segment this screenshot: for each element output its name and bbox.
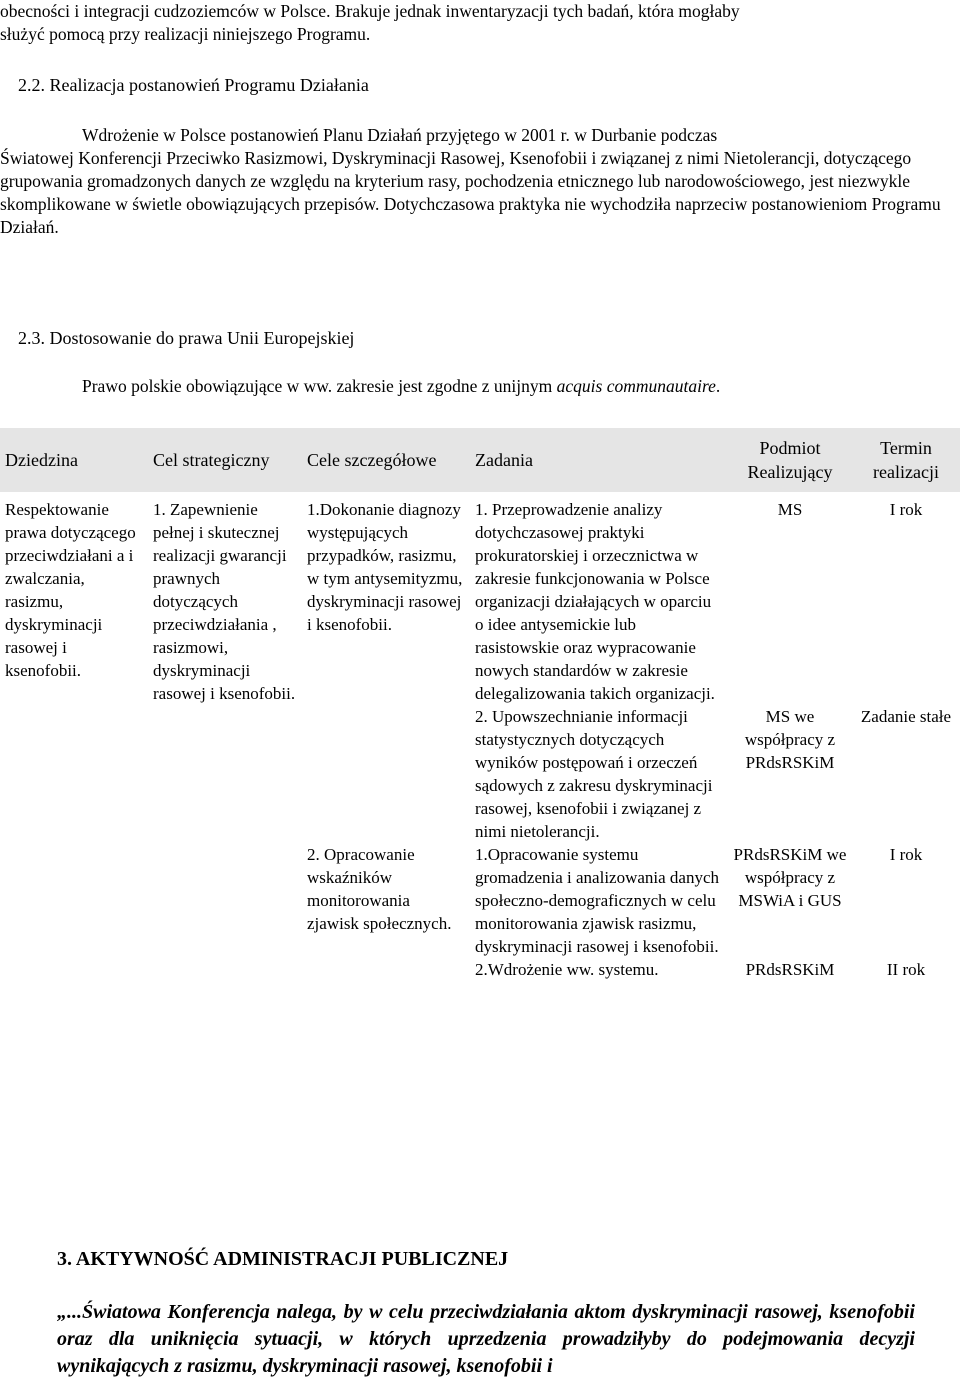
cell-termin-1 bbox=[852, 492, 960, 705]
section-2-3-para-italic: acquis communautaire bbox=[556, 376, 716, 396]
podmiot-3-text: PRdsRSKiM we współpracy z MSWiA i GUS bbox=[733, 845, 847, 910]
section-2-3-para bbox=[0, 375, 960, 398]
cell-cel-strategiczny bbox=[148, 492, 302, 981]
cell-termin-4 bbox=[852, 958, 960, 981]
section-2-2-paragraph bbox=[0, 124, 960, 239]
section-2-3-para-suffix: . bbox=[715, 376, 721, 396]
cell-podmiot-3 bbox=[728, 843, 852, 958]
section-2-2-title: 2.2. Realizacja postanowień Programu Działania bbox=[18, 75, 369, 95]
termin-2-text: Zadanie stałe bbox=[860, 707, 952, 726]
intro-text bbox=[0, 0, 960, 46]
section-2-2-para-first: Wdrożenie w Polsce postanowień Planu Działań przyjętego w 2001 r. w Durbanie podczas bbox=[82, 125, 718, 145]
section-3-quote: „...Światowa Konferencja nalega, by w celu przeciwdziałania aktom dyskryminacji rasowej, ksenofobii oraz dla uniknięcia sytuacji, w których uprzedzenia prowadziłyby do podejmowania decyzji wynikających z rasizmu, dyskryminacji rasowej, ksenofobii i bbox=[57, 1301, 915, 1377]
header-podmiot bbox=[728, 428, 852, 492]
zadanie-3-text: 1.Opracowanie systemu gromadzenia i analizowania danych społeczno-demograficznych w celu monitorowania zjawisk rasizmu, dyskryminacji rasowej i ksenofobii. bbox=[475, 845, 720, 956]
section-2-2-para-rest: Światowej Konferencji Przeciwko Rasizmowi, Dyskryminacji Rasowej, Ksenofobii i związanej z nimi Nietolerancji, dotyczącego grupowania gromadzonych danych ze względu na kryterium rasy, pochodzenia etnicznego lub narodowościowego, jest niezwykle skomplikowane w świetle obowiązujących przepisów. Dotychczasowa praktyka nie wychodziła naprzeciw postanowieniom Programu Działań. bbox=[0, 148, 941, 237]
zadanie-4-text: 2.Wdrożenie ww. systemu. bbox=[475, 960, 659, 979]
header-podmiot-line1: Podmiot bbox=[759, 438, 821, 458]
cell-termin-3 bbox=[852, 843, 960, 958]
cel-text: 1. Zapewnienie pełnej i skutecznej realizacji gwarancji prawnych dotyczących przeciwdziałania , rasizmowi, dyskryminacji rasowej i ksenofobii. bbox=[153, 500, 296, 703]
cell-zadanie-1 bbox=[470, 492, 728, 705]
cell-termin-2 bbox=[852, 705, 960, 843]
dziedzina-text: Respektowanie prawa dotyczącego przeciwdziałani a i zwalczania, rasizmu, dyskryminacji rasowej i ksenofobii. bbox=[5, 500, 136, 680]
action-plan-table bbox=[0, 428, 960, 981]
cell-cele-2 bbox=[302, 843, 470, 981]
termin-4-text: II rok bbox=[886, 960, 926, 979]
podmiot-1-text: MS bbox=[777, 500, 803, 519]
termin-1-text: I rok bbox=[889, 500, 923, 519]
zadanie-2-text: 2. Upowszechnianie informacji statystycznych dotyczących wyników postępowań i orzeczeń sądowych z zakresu dyskryminacji rasowej, ksenofobii i związanej z nimi nietolerancji. bbox=[475, 707, 713, 841]
cele-1-text: 1.Dokonanie diagnozy występujących przypadków, rasizmu, w tym antysemityzmu, dyskryminacji rasowej i ksenofobii. bbox=[307, 500, 463, 634]
section-2-3-paragraph bbox=[0, 375, 960, 398]
section-2-3-title: 2.3. Dostosowanie do prawa Unii Europejskiej bbox=[18, 328, 355, 348]
intro-line-1: obecności i integracji cudzoziemców w Polsce. Brakuje jednak inwentaryzacji tych badań, która mogłaby bbox=[0, 1, 740, 21]
header-termin-line1: Termin bbox=[880, 438, 932, 458]
header-podmiot-line2: Realizujący bbox=[747, 462, 833, 482]
cele-2-text: 2. Opracowanie wskaźników monitorowania zjawisk społecznych. bbox=[307, 845, 452, 933]
header-cele-szczegolowe: Cele szczegółowe bbox=[302, 428, 470, 492]
header-termin bbox=[852, 428, 960, 492]
podmiot-4-text: PRdsRSKiM bbox=[745, 960, 835, 979]
table-row bbox=[0, 492, 960, 705]
section-2-3-para-prefix: Prawo polskie obowiązujące w ww. zakresie jest zgodne z unijnym bbox=[82, 376, 557, 396]
cell-zadanie-2 bbox=[470, 705, 728, 843]
header-dziedzina: Dziedzina bbox=[0, 428, 148, 492]
table-header-row bbox=[0, 428, 960, 492]
section-3-title: 3. AKTYWNOŚĆ ADMINISTRACJI PUBLICZNEJ bbox=[57, 1248, 509, 1270]
cell-podmiot-1 bbox=[728, 492, 852, 705]
cell-podmiot-2 bbox=[728, 705, 852, 843]
cell-cele-1 bbox=[302, 492, 470, 843]
header-termin-line2: realizacji bbox=[873, 462, 939, 482]
termin-3-text: I rok bbox=[889, 845, 923, 864]
cell-zadanie-3 bbox=[470, 843, 728, 958]
cell-dziedzina bbox=[0, 492, 148, 981]
zadanie-1-text: 1. Przeprowadzenie analizy dotychczasowej praktyki prokuratorskiej i orzecznictwa w zakresie funkcjonowania w Polsce organizacji działających w oparciu o idee antysemickie lub rasistowskie oraz wypracowanie nowych standardów w zakresie delegalizowania takich organizacji. bbox=[475, 500, 715, 703]
cell-zadanie-4 bbox=[470, 958, 728, 981]
intro-line-2: służyć pomocą przy realizacji niniejszego Programu. bbox=[0, 24, 371, 44]
header-zadania: Zadania bbox=[470, 428, 728, 492]
cell-podmiot-4 bbox=[728, 958, 852, 981]
header-cel-strategiczny: Cel strategiczny bbox=[148, 428, 302, 492]
podmiot-2-text: MS we współpracy z PRdsRSKiM bbox=[744, 707, 836, 772]
